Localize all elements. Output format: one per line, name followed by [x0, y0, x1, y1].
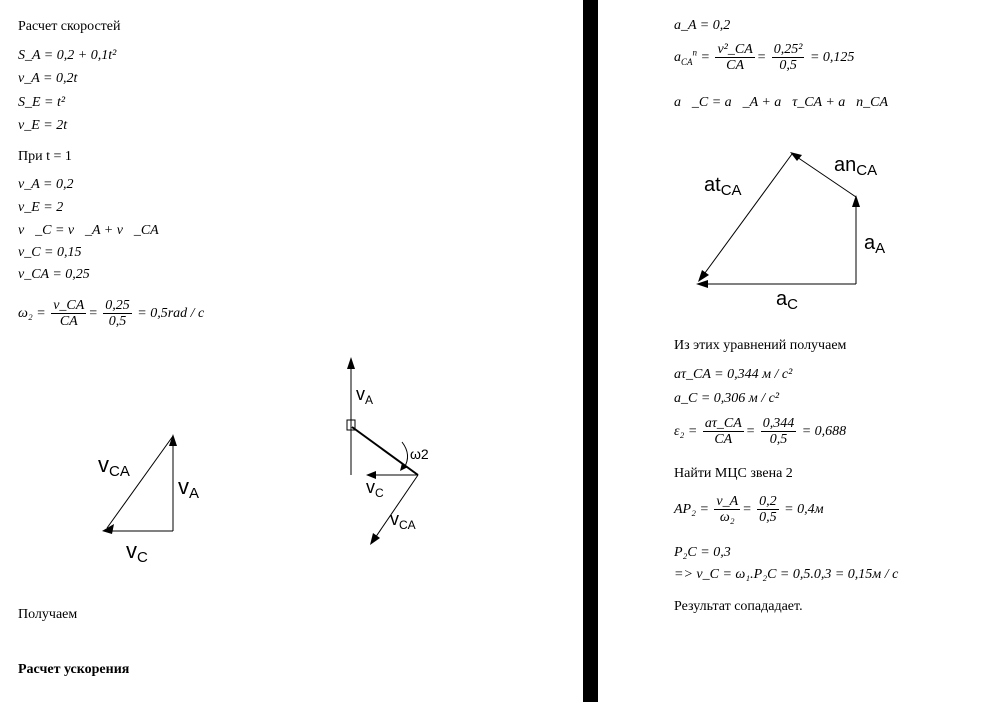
velocity-triangle-diagram	[70, 420, 230, 570]
va-label: vA	[178, 474, 200, 502]
eq-ve: v_E = 2t	[18, 118, 68, 133]
eq-atca: aτ_CA = 0,344 м / c²	[674, 367, 793, 382]
acan-rhs: = 0,125	[809, 50, 855, 66]
mech-vc-label: $v_C$	[366, 477, 384, 500]
res-ve: v_E = 2	[18, 200, 64, 215]
ap2-rhs: = 0,4м	[784, 502, 824, 518]
at-vector	[702, 154, 792, 277]
from-equations-text: Из этих уравнений получаем	[674, 338, 847, 353]
aa-label: $a_A$	[864, 232, 886, 257]
eps-lhs: ε₂ =	[674, 424, 698, 440]
at-label: $at_{CA}$	[704, 174, 742, 199]
res-vc-vector: v⃗_C = v⃗_A + v⃗_CA	[18, 223, 159, 238]
omega2-label: ω2	[410, 446, 429, 462]
link-ca	[352, 427, 418, 475]
ap2-frac-2: $\frac{0,2}{0,5}$	[759, 494, 777, 525]
vca-arrowhead	[102, 524, 114, 534]
acan-frac-1: $\frac{\text{v²\_CA}}{CA}$	[717, 42, 753, 73]
vc-label: vC	[126, 538, 148, 566]
omega-frac-2: $\frac{0,25}{0,5}$	[105, 298, 130, 329]
eq-epsilon: ε₂ = $\frac{a\tau\_CA}{CA}$ = $\frac{0,344}{0,5}$ = 0,688	[674, 416, 847, 447]
eps-rhs: = 0,688	[801, 424, 847, 440]
accel-calc-heading: Расчет ускорения	[18, 662, 130, 677]
eq-vc-check: => v_C = ω₁.P₂C = 0,5.0,3 = 0,15м / c	[674, 567, 899, 582]
eq-ap2: AP₂ = $\frac{v\_A}{\text{ω₂}}$ = $\frac{0,2}{0,5}$ = 0,4м	[674, 494, 824, 525]
eq-ac: a_C = 0,306 м / c²	[674, 391, 780, 406]
mech-va-label: $v_A$	[356, 384, 374, 407]
eq-va: v_A = 0,2t	[18, 71, 78, 86]
eq-aa: a_A = 0,2	[674, 18, 731, 33]
va-arrowhead	[347, 357, 355, 369]
acan-lhs: a	[674, 50, 681, 66]
vca-vector	[107, 436, 173, 528]
vca-label: vCA	[98, 452, 130, 480]
ac-label: $a_C$	[776, 288, 798, 313]
page-gutter	[583, 0, 598, 702]
eq-se: S_E = t²	[18, 95, 66, 110]
eq-acan: $a_{CA}^n$ = $\frac{\text{v²\_CA}}{CA}$ = $\frac{\text{0,25²}}{0,5}$ = 0,125	[674, 42, 855, 73]
omega-formula: ω₂ = $\frac{v\_CA}{CA}$ = $\frac{0,25}{0,5}$ = 0,5rad / c	[18, 298, 205, 329]
ap2-frac-1: $\frac{v\_A}{\text{ω₂}}$	[716, 494, 739, 525]
res-va: v_A = 0,2	[18, 177, 74, 192]
at-arrowhead	[698, 270, 709, 282]
omega-frac-1: $\frac{v\_CA}{CA}$	[53, 298, 85, 329]
eq-p2c: P₂C = 0,3	[674, 545, 731, 560]
omega-rhs: = 0,5rad / c	[137, 306, 205, 322]
acceleration-polygon-diagram	[688, 145, 908, 315]
res-vca: v_CA = 0,25	[18, 267, 90, 282]
vca-arrowhead	[370, 533, 380, 545]
eps-frac-1: $\frac{a\tau\_CA}{CA}$	[704, 416, 742, 447]
ap2-lhs: AP₂ =	[674, 502, 709, 518]
acan-frac-2: $\frac{\text{0,25²}}{0,5}$	[773, 42, 803, 73]
eq-ac-vector: a⃗_C = a⃗_A + a⃗τ_CA + a⃗n_CA	[674, 95, 889, 110]
ac-arrowhead	[696, 280, 708, 288]
mechanism-diagram	[330, 355, 450, 550]
mech-vca-label: $v_{CA}$	[390, 509, 416, 532]
eps-frac-2: $\frac{0,344}{0,5}$	[762, 416, 795, 447]
omega-lhs: ω₂ =	[18, 306, 46, 322]
speed-calc-heading: Расчет скоростей	[18, 19, 121, 34]
res-vc: v_C = 0,15	[18, 245, 82, 260]
eq-sa: S_A = 0,2 + 0,1t²	[18, 48, 117, 63]
result-matches-text: Результат сопададает.	[674, 599, 803, 614]
find-icv-heading: Найти МЦС звена 2	[674, 466, 793, 481]
an-label: $an_{CA}$	[834, 154, 878, 179]
received-text: Получаем	[18, 607, 78, 622]
at-t-equals-1: При t = 1	[18, 149, 72, 164]
right-page	[598, 0, 1000, 702]
